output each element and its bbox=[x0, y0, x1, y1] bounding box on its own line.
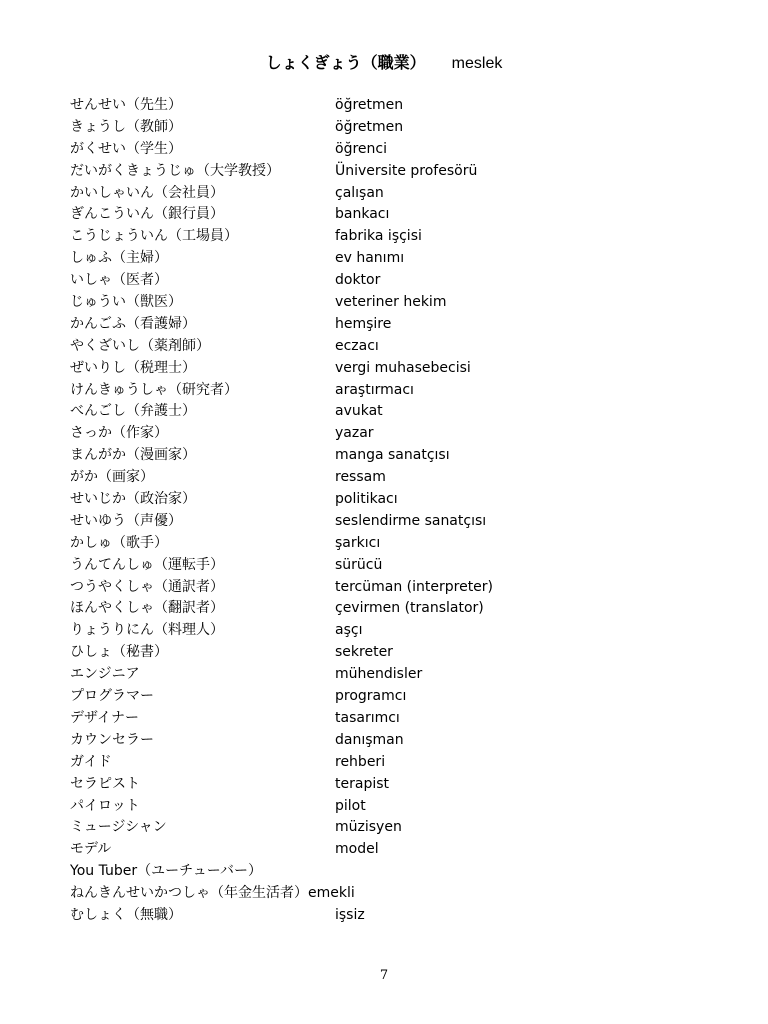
turkish-translation: programcı bbox=[335, 688, 407, 705]
turkish-translation: pilot bbox=[335, 797, 366, 814]
vocab-row bbox=[70, 598, 710, 620]
japanese-term: きょうし（教師） bbox=[70, 118, 182, 135]
vocab-row bbox=[70, 445, 710, 467]
turkish-translation: Üniversite profesörü bbox=[335, 162, 478, 179]
turkish-translation: hemşire bbox=[335, 315, 392, 332]
turkish-translation: çalışan bbox=[335, 184, 384, 201]
japanese-term: いしゃ（医者） bbox=[70, 272, 168, 289]
turkish-translation: işsiz bbox=[335, 906, 365, 923]
japanese-term: ねんきんせいかつしゃ（年金生活者） bbox=[70, 885, 308, 902]
vocab-row bbox=[70, 380, 710, 402]
page-title bbox=[0, 52, 768, 75]
vocabulary-list bbox=[70, 95, 710, 927]
japanese-term: うんてんしゅ（運転手） bbox=[70, 556, 224, 573]
japanese-term: まんがか（漫画家） bbox=[70, 447, 196, 464]
turkish-translation: aşçı bbox=[335, 622, 363, 639]
turkish-translation: vergi muhasebecisi bbox=[335, 359, 471, 376]
japanese-term: せいじか（政治家） bbox=[70, 491, 196, 508]
vocab-row bbox=[70, 730, 710, 752]
vocab-row bbox=[70, 796, 710, 818]
turkish-translation: fabrika işçisi bbox=[335, 228, 422, 245]
turkish-translation: danışman bbox=[335, 731, 404, 748]
title-turkish: meslek bbox=[451, 55, 503, 72]
vocab-row bbox=[70, 204, 710, 226]
turkish-translation: veteriner hekim bbox=[335, 294, 447, 311]
vocab-row bbox=[70, 336, 710, 358]
turkish-translation: öğretmen bbox=[335, 118, 404, 135]
japanese-term: こうじょういん（工場員） bbox=[70, 228, 238, 245]
vocab-row bbox=[70, 423, 710, 445]
turkish-translation: eczacı bbox=[335, 337, 379, 354]
vocab-row bbox=[70, 774, 710, 796]
vocab-row bbox=[70, 489, 710, 511]
japanese-term: やくざいし（薬剤師） bbox=[70, 337, 210, 354]
vocab-row bbox=[70, 467, 710, 489]
japanese-term: パイロット bbox=[70, 797, 140, 814]
vocab-row bbox=[70, 401, 710, 423]
turkish-translation: sürücü bbox=[335, 556, 383, 573]
japanese-term: エンジニア bbox=[70, 666, 140, 683]
japanese-term: つうやくしゃ（通訳者） bbox=[70, 578, 224, 595]
turkish-translation: ev hanımı bbox=[335, 250, 405, 267]
vocab-row bbox=[70, 555, 710, 577]
turkish-translation: seslendirme sanatçısı bbox=[335, 512, 487, 529]
japanese-term: You Tuber（ユーチューバー） bbox=[70, 863, 263, 880]
turkish-translation: mühendisler bbox=[335, 666, 423, 683]
vocab-row bbox=[70, 161, 710, 183]
vocab-row bbox=[70, 708, 710, 730]
turkish-translation: yazar bbox=[335, 425, 374, 442]
turkish-translation: şarkıcı bbox=[335, 534, 381, 551]
turkish-translation: tercüman (interpreter) bbox=[335, 578, 494, 595]
vocab-row bbox=[70, 839, 710, 861]
vocab-row bbox=[70, 752, 710, 774]
turkish-translation: çevirmen (translator) bbox=[335, 600, 484, 617]
japanese-term: りょうりにん（料理人） bbox=[70, 622, 224, 639]
vocab-row bbox=[70, 861, 710, 883]
turkish-translation: terapist bbox=[335, 775, 389, 792]
turkish-translation: öğretmen bbox=[335, 97, 404, 113]
turkish-translation: politikacı bbox=[335, 491, 398, 508]
vocab-row bbox=[70, 511, 710, 533]
vocab-row bbox=[70, 620, 710, 642]
japanese-term: プログラマー bbox=[70, 688, 154, 705]
turkish-translation: rehberi bbox=[335, 753, 386, 770]
vocab-row bbox=[70, 226, 710, 248]
turkish-translation: avukat bbox=[335, 403, 383, 420]
vocab-row bbox=[70, 117, 710, 139]
vocab-row bbox=[70, 270, 710, 292]
turkish-translation: araştırmacı bbox=[335, 381, 414, 398]
vocab-row bbox=[70, 139, 710, 161]
japanese-term: せんせい（先生） bbox=[70, 97, 182, 113]
turkish-translation: ressam bbox=[335, 469, 386, 486]
japanese-term: かんごふ（看護婦） bbox=[70, 315, 196, 332]
japanese-term: ひしょ（秘書） bbox=[70, 644, 168, 661]
vocab-row bbox=[70, 577, 710, 599]
japanese-term: じゅうい（獣医） bbox=[70, 294, 182, 311]
vocab-row bbox=[70, 817, 710, 839]
japanese-term: だいがくきょうじゅ（大学教授） bbox=[70, 162, 280, 179]
vocab-row bbox=[70, 883, 710, 905]
japanese-term: がくせい（学生） bbox=[70, 140, 182, 157]
japanese-term: セラピスト bbox=[70, 775, 140, 792]
japanese-term: ガイド bbox=[70, 753, 112, 770]
turkish-translation: bankacı bbox=[335, 206, 390, 223]
turkish-translation: müzisyen bbox=[335, 819, 402, 836]
japanese-term: べんごし（弁護士） bbox=[70, 403, 196, 420]
japanese-term: けんきゅうしゃ（研究者） bbox=[70, 381, 238, 398]
turkish-translation: öğrenci bbox=[335, 140, 387, 157]
japanese-term: かいしゃいん（会社員） bbox=[70, 184, 224, 201]
japanese-term: ぎんこういん（銀行員） bbox=[70, 206, 224, 223]
turkish-translation: model bbox=[335, 841, 379, 858]
japanese-term: ミュージシャン bbox=[70, 819, 167, 836]
title-japanese: しょくぎょう（職業） bbox=[265, 53, 426, 72]
turkish-translation: sekreter bbox=[335, 644, 393, 661]
vocab-row bbox=[70, 642, 710, 664]
turkish-translation: tasarımcı bbox=[335, 709, 400, 726]
vocab-row bbox=[70, 95, 710, 117]
vocab-row bbox=[70, 533, 710, 555]
vocab-row bbox=[70, 686, 710, 708]
page-number: 7 bbox=[379, 968, 389, 983]
turkish-translation: doktor bbox=[335, 272, 381, 289]
japanese-term: デザイナー bbox=[70, 709, 140, 726]
japanese-term: ほんやくしゃ（翻訳者） bbox=[70, 600, 224, 617]
japanese-term: むしょく（無職） bbox=[70, 906, 182, 923]
vocab-row bbox=[70, 905, 710, 927]
turkish-translation: manga sanatçısı bbox=[335, 447, 450, 464]
japanese-term: しゅふ（主婦） bbox=[70, 250, 168, 267]
vocab-row bbox=[70, 664, 710, 686]
japanese-term: カウンセラー bbox=[70, 731, 154, 748]
japanese-term: モデル bbox=[70, 841, 112, 858]
japanese-term: さっか（作家） bbox=[70, 425, 168, 442]
turkish-translation: emekli bbox=[308, 885, 355, 902]
vocab-row bbox=[70, 292, 710, 314]
vocab-row bbox=[70, 358, 710, 380]
japanese-term: ぜいりし（税理士） bbox=[70, 359, 196, 376]
japanese-term: かしゅ（歌手） bbox=[70, 534, 168, 551]
japanese-term: せいゆう（声優） bbox=[70, 512, 182, 529]
vocab-row bbox=[70, 314, 710, 336]
vocab-row bbox=[70, 183, 710, 205]
japanese-term: がか（画家） bbox=[70, 469, 154, 486]
vocab-row bbox=[70, 248, 710, 270]
